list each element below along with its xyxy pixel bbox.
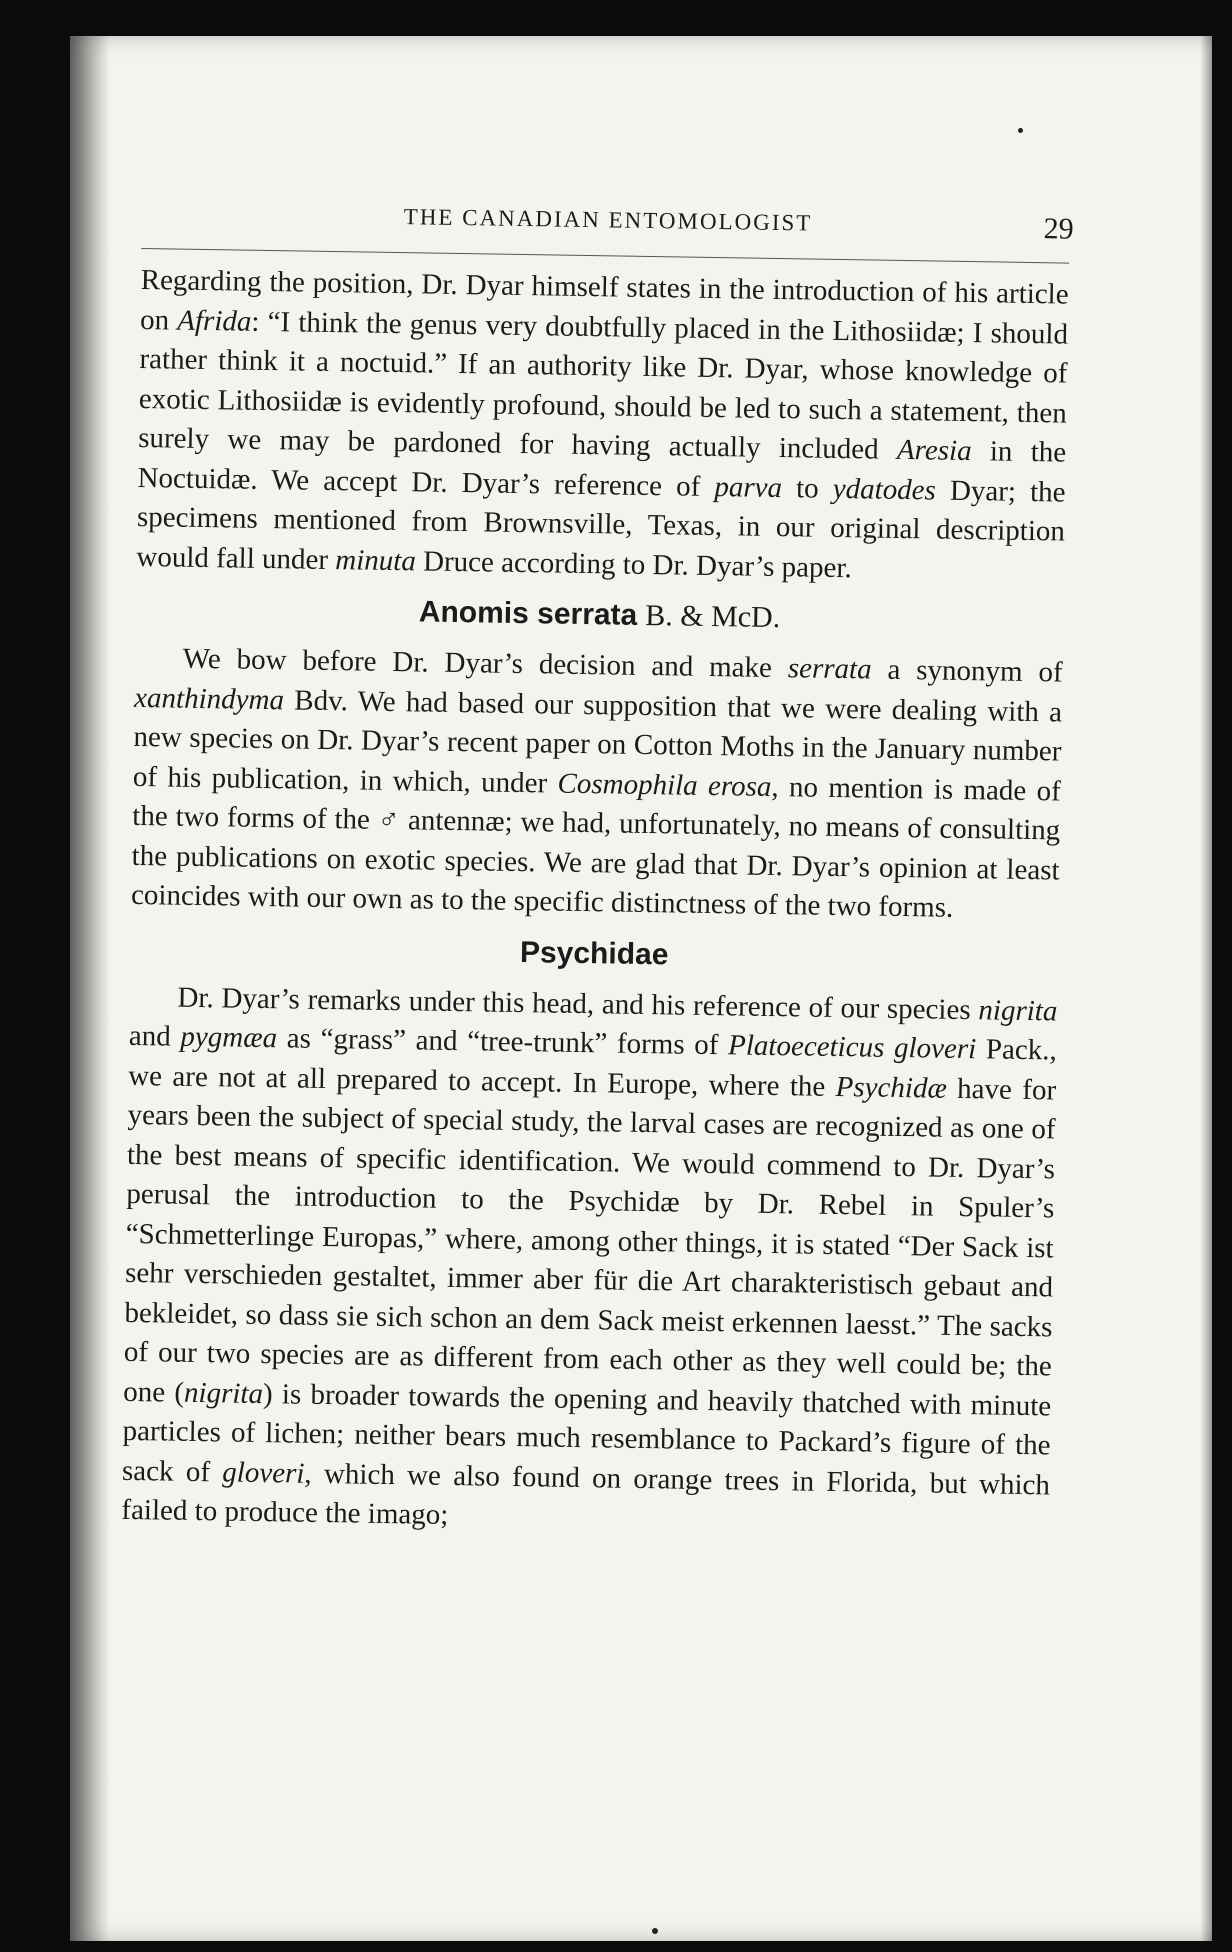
italic-taxon: Platoeceticus gloveri bbox=[727, 1029, 977, 1066]
text-run: and bbox=[128, 1019, 181, 1053]
page-edge bbox=[1200, 36, 1212, 1941]
text-run: Bdv. We had based our supposition that we were dealing with a new species on Dr. Dyar’s recent paper on Cotton Moths in the January number of his publication, in which, under bbox=[132, 683, 1063, 800]
dust-speck bbox=[652, 1928, 658, 1934]
italic-taxon: pygmæa bbox=[180, 1020, 278, 1055]
italic-taxon: Psychidæ bbox=[835, 1070, 948, 1105]
text-run: Dyar; the specimens mentioned from Brownsville, Texas, in our original description would fall under bbox=[136, 474, 1066, 576]
italic-taxon: Aresia bbox=[896, 433, 972, 468]
text-run: , no mention is made of the two forms of the ♂ antennæ; we had, unfortunately, no means of consulting the publications on exotic species. We are glad that Dr. Dyar’s opinion at least coincides with our own as to the specific distinctness of the two forms. bbox=[130, 770, 1062, 924]
species-authority: B. & McD. bbox=[644, 598, 781, 635]
text-run: have for years been the subject of special study, the larval cases are recognized as one of the best means of specific identification. We would commend to Dr. Dyar’s perusal the introduction to the Psychidæ by Dr. Rebel in Spuler’s “Schmetterlinge Europas,” where, among other things, it is stated “Der Sack ist sehr verschieden gestaltet, immer aber für die Art charakteristisch gebaut and bekleidet, so dass sie sich schon an dem Sack meist erkennen laesst.” The sacks of our two species are as different from each other as they well could be; the one ( bbox=[123, 1072, 1057, 1409]
paragraph-anomis bbox=[131, 639, 1063, 930]
text-run: Pack., we are not at all prepared to accept. In Europe, where the bbox=[127, 1033, 1058, 1103]
italic-taxon: ydatodes bbox=[832, 472, 937, 507]
text-run: ) is broader towards the opening and heavily thatched with minute particles of lichen; neither bears much resemblance to Packard’s figure of the sack of bbox=[121, 1377, 1052, 1488]
page-content bbox=[121, 200, 1074, 1545]
text-run: Dr. Dyar’s remarks under this head, and his reference of our species bbox=[177, 981, 979, 1026]
text-run: We bow before Dr. Dyar’s decision and make bbox=[182, 642, 789, 685]
italic-taxon: parva bbox=[714, 470, 783, 504]
text-run: a synonym of bbox=[871, 653, 1063, 689]
spine-shadow bbox=[70, 36, 110, 1941]
text-run: : “I think the genus very doubtfully placed in the Lithosiidæ; I should rather think it a noctuid.” If an authority like Dr. Dyar, whose knowledge of exotic Lithosiidæ is evidently profound, should be led to such a statement, then surely we may be pardoned for having actually included bbox=[138, 305, 1069, 466]
section-heading-anomis-serrata bbox=[135, 589, 1063, 642]
section-heading-psychidae bbox=[130, 927, 1058, 980]
italic-taxon: Afrida bbox=[177, 304, 252, 338]
italic-taxon: minuta bbox=[335, 543, 417, 577]
text-run: Regarding the position, Dr. Dyar himself states in the introduction of his article on bbox=[139, 263, 1069, 337]
italic-taxon: nigrita bbox=[183, 1376, 264, 1410]
text-run: as “grass” and “tree-trunk” forms of bbox=[276, 1022, 729, 1062]
text-run: in the Noctuidæ. We accept Dr. Dyar’s reference of bbox=[137, 435, 1067, 503]
family-name: Psychidae bbox=[519, 935, 669, 971]
text-run: Druce according to Dr. Dyar’s paper. bbox=[415, 544, 852, 584]
paragraph-psychidae bbox=[121, 977, 1058, 1545]
text-run: , which we also found on orange trees in Florida, but which failed to produce the imago; bbox=[121, 1457, 1051, 1531]
italic-taxon: Cosmophila erosa bbox=[557, 767, 772, 803]
dust-speck bbox=[1018, 128, 1023, 133]
text-run: to bbox=[781, 471, 834, 505]
italic-taxon: nigrita bbox=[978, 993, 1058, 1027]
species-name: Anomis serrata bbox=[418, 595, 638, 632]
journal-title: THE CANADIAN ENTOMOLOGIST bbox=[403, 204, 813, 236]
page-number: 29 bbox=[1043, 212, 1074, 246]
paragraph-afrida bbox=[136, 261, 1069, 592]
italic-taxon: serrata bbox=[787, 652, 872, 686]
italic-taxon: gloveri bbox=[222, 1455, 305, 1490]
italic-taxon: xanthindyma bbox=[133, 681, 285, 716]
